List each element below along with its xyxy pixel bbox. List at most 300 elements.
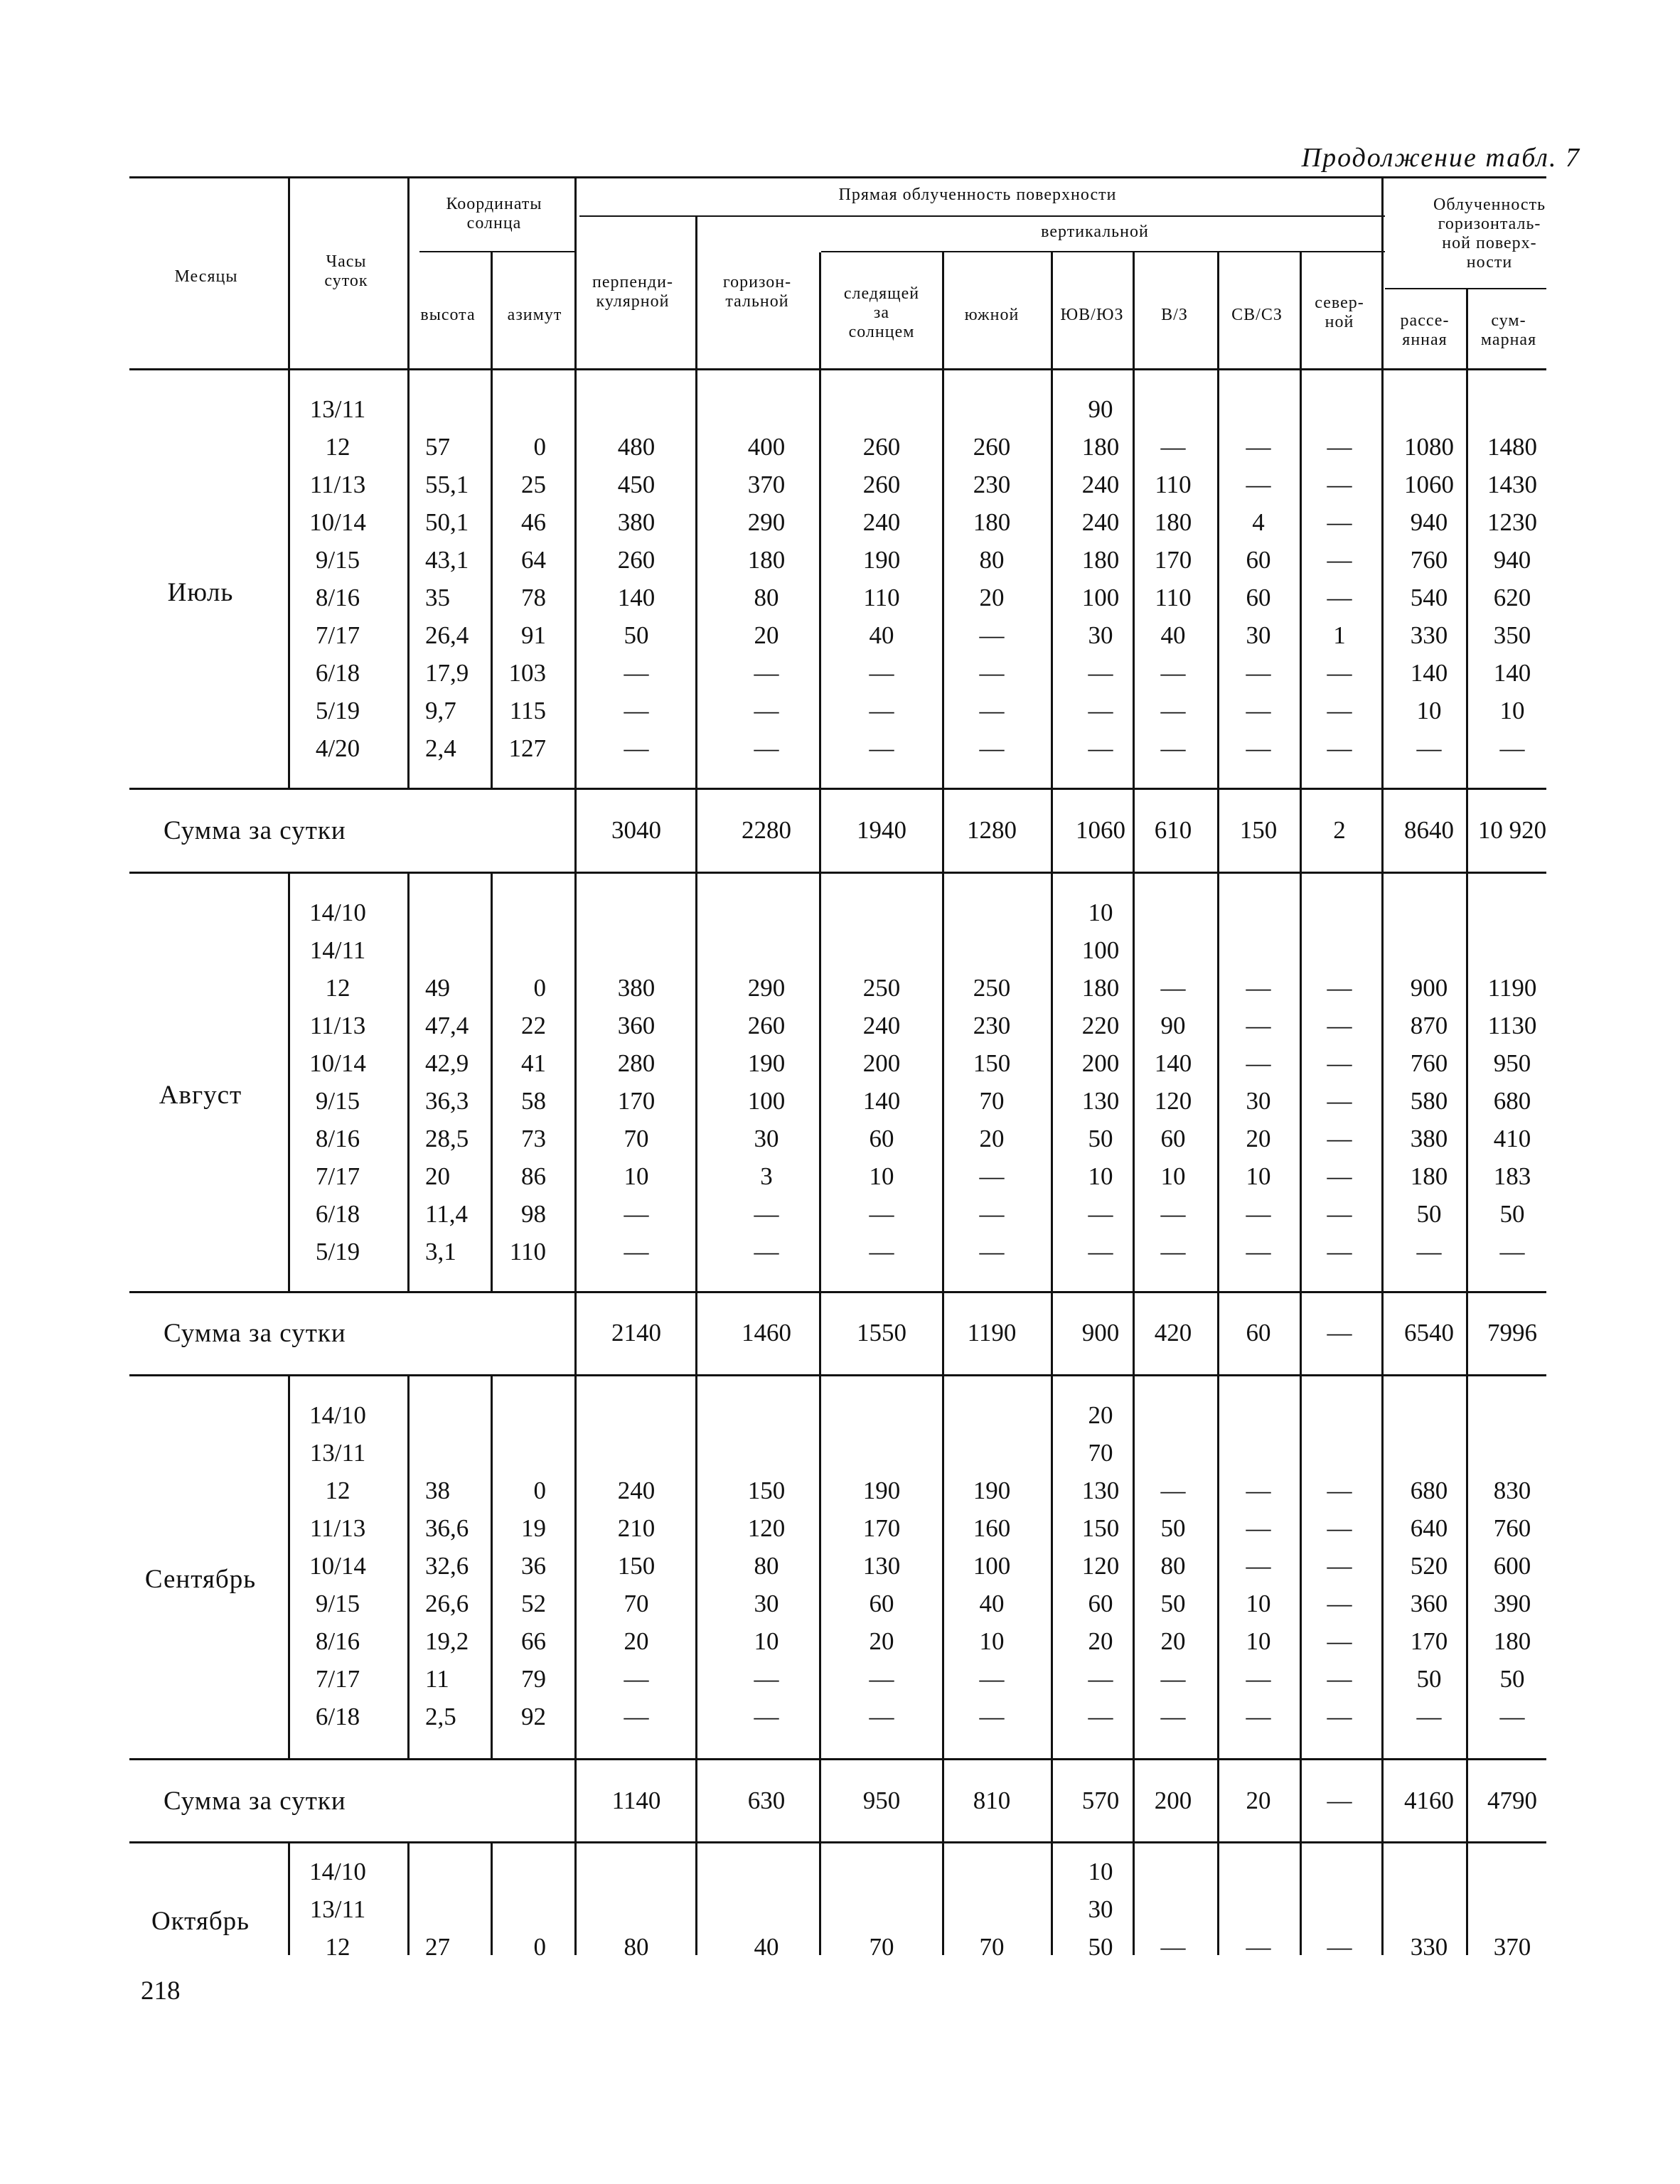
table-cell: 79 <box>521 1665 546 1693</box>
table-cell: 200 <box>1081 1049 1120 1077</box>
body-vrule <box>942 873 944 1292</box>
table-cell: 250 <box>862 974 901 1002</box>
header-se-sw: ЮВ/ЮЗ <box>1060 306 1124 324</box>
body-vrule <box>1051 1376 1053 1760</box>
table-cell: — <box>979 1200 1005 1228</box>
table-cell: 58 <box>521 1087 546 1115</box>
sum-cell: — <box>1327 1319 1352 1347</box>
table-cell: 180 <box>1081 433 1120 461</box>
sum-cell: 420 <box>1154 1319 1192 1347</box>
table-cell: 10 <box>754 1627 779 1655</box>
sum-cell: 3040 <box>611 816 661 844</box>
table-cell: — <box>1088 1238 1113 1265</box>
table-cell: — <box>1160 1703 1186 1730</box>
table-cell: — <box>1088 1200 1113 1228</box>
header-ne-nw: СВ/СЗ <box>1231 306 1283 324</box>
sum-cell: 150 <box>1239 816 1278 844</box>
table-cell: 130 <box>862 1552 901 1580</box>
body-vrule <box>491 370 493 789</box>
table-cell: 70 <box>979 1933 1005 1961</box>
body-vrule <box>1466 370 1468 789</box>
table-cell: — <box>1246 1238 1271 1265</box>
table-cell: — <box>1246 1933 1271 1961</box>
table-cell: 20 <box>425 1162 450 1190</box>
sum-vrule <box>942 1760 944 1843</box>
table-cell: 11/13 <box>309 1012 366 1039</box>
table-cell: 370 <box>1493 1933 1531 1961</box>
sum-cell: 6540 <box>1404 1319 1454 1347</box>
table-cell: 140 <box>617 584 656 611</box>
table-cell: 180 <box>1081 546 1120 574</box>
table-cell: 140 <box>1493 659 1531 687</box>
body-vrule <box>1381 1376 1384 1760</box>
body-vrule <box>1381 1843 1384 1955</box>
body-vrule <box>574 1376 577 1760</box>
table-cell: — <box>1246 1552 1271 1580</box>
table-cell: 230 <box>973 471 1011 498</box>
table-cell: 9/15 <box>315 1590 360 1617</box>
month-label: Август <box>159 1081 242 1110</box>
table-cell: 940 <box>1410 508 1448 536</box>
sum-cell: 900 <box>1081 1319 1120 1347</box>
table-cell: 8/16 <box>315 1125 360 1152</box>
body-vrule <box>819 1376 821 1760</box>
table-cell: 540 <box>1410 584 1448 611</box>
sum-top-rule <box>129 1291 1546 1293</box>
table-cell: — <box>1246 1477 1271 1504</box>
sum-vrule <box>1217 1292 1219 1376</box>
table-cell: — <box>1327 1162 1352 1190</box>
table-cell: 26,6 <box>425 1590 469 1617</box>
table-cell: 10 <box>1088 1162 1113 1190</box>
table-cell: 55,1 <box>425 471 469 498</box>
table-cell: 14/10 <box>309 1858 366 1885</box>
table-cell: 160 <box>973 1514 1011 1542</box>
sum-cell: 7996 <box>1487 1319 1537 1347</box>
table-cell: — <box>979 1665 1005 1693</box>
table-cell: — <box>1327 1552 1352 1580</box>
table-cell: 390 <box>1493 1590 1531 1617</box>
table-cell: — <box>869 734 894 762</box>
table-cell: 520 <box>1410 1552 1448 1580</box>
table-cell: 14/10 <box>309 899 366 926</box>
header-vrule <box>574 178 577 368</box>
table-cell: 30 <box>1088 621 1113 649</box>
table-cell: 350 <box>1493 621 1531 649</box>
body-vrule <box>1300 1843 1302 1955</box>
body-vrule <box>1466 1843 1468 1955</box>
table-cell: — <box>1499 734 1525 762</box>
table-cell: 360 <box>617 1012 656 1039</box>
table-cell: 100 <box>973 1552 1011 1580</box>
header-direct-irradiance: Прямая облученность поверхности <box>838 186 1117 204</box>
table-cell: 900 <box>1410 974 1448 1002</box>
table-cell: — <box>1327 659 1352 687</box>
table-cell: 60 <box>1160 1125 1186 1152</box>
table-cell: 3,1 <box>425 1238 456 1265</box>
table-cell: 620 <box>1493 584 1531 611</box>
table-cell: 180 <box>1493 1627 1531 1655</box>
table-cell: 12 <box>325 433 351 461</box>
sum-vrule <box>1051 1760 1053 1843</box>
table-cell: 20 <box>979 1125 1005 1152</box>
table-cell: 60 <box>1088 1590 1113 1617</box>
table-cell: 103 <box>508 659 546 687</box>
table-cell: 60 <box>1246 584 1271 611</box>
table-cell: 1080 <box>1404 433 1454 461</box>
table-cell: — <box>869 1703 894 1730</box>
table-cell: 127 <box>508 734 546 762</box>
header-vrule <box>1051 252 1053 368</box>
table-cell: 7/17 <box>315 1665 360 1693</box>
table-cell: 2,4 <box>425 734 456 762</box>
body-vrule <box>1300 1376 1302 1760</box>
table-cell: 10 <box>1416 697 1442 724</box>
table-cell: 73 <box>521 1125 546 1152</box>
table-cell: — <box>1327 734 1352 762</box>
table-cell: — <box>1327 1665 1352 1693</box>
table-cell: 115 <box>509 697 546 724</box>
table-cell: 260 <box>973 433 1011 461</box>
sum-label: Сумма за сутки <box>164 1319 346 1348</box>
table-cell: 14/10 <box>309 1401 366 1429</box>
sum-vrule <box>1133 1292 1135 1376</box>
table-cell: 400 <box>747 433 786 461</box>
header-azimuth: азимут <box>507 306 562 324</box>
table-cell: 210 <box>617 1514 656 1542</box>
table-cell: 90 <box>1088 395 1113 423</box>
table-cell: 9,7 <box>425 697 456 724</box>
table-cell: — <box>754 1238 779 1265</box>
table-cell: 830 <box>1493 1477 1531 1504</box>
table-cell: 70 <box>624 1590 649 1617</box>
table-cell: 1 <box>1333 621 1346 649</box>
sum-cell: 4790 <box>1487 1787 1537 1814</box>
table-cell: — <box>1327 1703 1352 1730</box>
sum-vrule <box>1381 1760 1384 1843</box>
table-cell: 120 <box>1154 1087 1192 1115</box>
table-cell: 760 <box>1410 1049 1448 1077</box>
body-vrule <box>288 370 290 789</box>
table-cell: 260 <box>747 1012 786 1039</box>
body-vrule <box>574 1843 577 1955</box>
table-cell: 20 <box>1088 1401 1113 1429</box>
table-cell: 1130 <box>1487 1012 1537 1039</box>
table-cell: 60 <box>869 1590 894 1617</box>
table-cell: 10/14 <box>309 1049 366 1077</box>
table-cell: — <box>1327 1049 1352 1077</box>
page-number: 218 <box>141 1976 181 2006</box>
body-vrule <box>1051 370 1053 789</box>
table-cell: 30 <box>1246 621 1271 649</box>
table-cell: 10 <box>1246 1590 1271 1617</box>
sum-vrule <box>1381 789 1384 873</box>
table-cell: — <box>1499 1703 1525 1730</box>
table-cell: 6/18 <box>315 1200 360 1228</box>
header-tracking: следящей за солнцем <box>843 284 920 341</box>
table-cell: 180 <box>1081 974 1120 1002</box>
table-cell: 9/15 <box>315 546 360 574</box>
sum-vrule <box>1051 789 1053 873</box>
table-cell: 57 <box>425 433 450 461</box>
table-cell: — <box>1088 659 1113 687</box>
table-cell: 40 <box>869 621 894 649</box>
table-cell: — <box>1088 697 1113 724</box>
body-vrule <box>491 1376 493 1760</box>
table-cell: 110 <box>509 1238 546 1265</box>
table-cell: — <box>1246 659 1271 687</box>
body-vrule <box>942 370 944 789</box>
table-cell: 12 <box>325 974 351 1002</box>
body-vrule <box>407 1376 410 1760</box>
table-cell: 11/13 <box>309 1514 366 1542</box>
table-cell: 240 <box>1081 508 1120 536</box>
table-cell: — <box>1088 734 1113 762</box>
table-cell: — <box>1160 974 1186 1002</box>
table-cell: 10 <box>1160 1162 1186 1190</box>
table-cell: — <box>1246 1514 1271 1542</box>
table-cell: — <box>1327 1477 1352 1504</box>
table-cell: — <box>979 659 1005 687</box>
table-cell: 10 <box>1088 1858 1113 1885</box>
header-vrule <box>1300 252 1302 368</box>
table-cell: 360 <box>1410 1590 1448 1617</box>
table-cell: — <box>1160 1477 1186 1504</box>
header-total: сум- марная <box>1480 311 1537 349</box>
body-vrule <box>491 873 493 1292</box>
table-cell: 22 <box>521 1012 546 1039</box>
table-cell: 10 <box>1246 1162 1271 1190</box>
table-cell: 91 <box>521 621 546 649</box>
table-cell: 190 <box>862 546 901 574</box>
table-cell: 3 <box>760 1162 773 1190</box>
table-cell: — <box>1246 1703 1271 1730</box>
header-vrule <box>288 178 290 368</box>
table-cell: 10 <box>1246 1627 1271 1655</box>
table-cell: 0 <box>533 974 546 1002</box>
table-cell: — <box>754 734 779 762</box>
table-cell: 25 <box>521 471 546 498</box>
table-cell: 70 <box>869 1933 894 1961</box>
table-cell: — <box>1327 1590 1352 1617</box>
month-label: Октябрь <box>151 1907 250 1936</box>
sum-label: Сумма за сутки <box>164 1787 346 1816</box>
table-cell: — <box>1327 433 1352 461</box>
table-cell: 370 <box>747 471 786 498</box>
table-cell: 180 <box>747 546 786 574</box>
body-vrule <box>288 1843 290 1955</box>
sum-cell: 1060 <box>1076 816 1125 844</box>
table-cell: — <box>1246 433 1271 461</box>
table-cell: — <box>1160 433 1186 461</box>
table-cell: 2,5 <box>425 1703 456 1730</box>
body-vrule <box>1466 1376 1468 1760</box>
table-cell: 1060 <box>1404 471 1454 498</box>
table-cell: 41 <box>521 1049 546 1077</box>
table-cell: 27 <box>425 1933 450 1961</box>
header-vrule <box>695 217 697 368</box>
table-cell: 70 <box>1088 1439 1113 1467</box>
sum-vrule <box>1051 1292 1053 1376</box>
sum-top-rule <box>129 1758 1546 1760</box>
table-cell: 28,5 <box>425 1125 469 1152</box>
table-cell: 180 <box>1154 508 1192 536</box>
table-cell: 150 <box>747 1477 786 1504</box>
table-cell: 380 <box>617 974 656 1002</box>
table-cell: 1190 <box>1487 974 1537 1002</box>
sum-cell: 20 <box>1246 1787 1271 1814</box>
month-label: Июль <box>167 578 234 607</box>
table-cell: 260 <box>617 546 656 574</box>
body-vrule <box>695 370 697 789</box>
table-cell: 4 <box>1252 508 1265 536</box>
table-cell: 20 <box>1246 1125 1271 1152</box>
header-top-rule <box>129 176 1546 178</box>
table-cell: 10 <box>624 1162 649 1190</box>
table-cell: 120 <box>747 1514 786 1542</box>
table-cell: 50 <box>1088 1933 1113 1961</box>
table-cell: 47,4 <box>425 1012 469 1039</box>
table-cell: 150 <box>973 1049 1011 1077</box>
table-cell: 640 <box>1410 1514 1448 1542</box>
body-vrule <box>1133 1843 1135 1955</box>
table-cell: 1480 <box>1487 433 1537 461</box>
rule-under-sun-coords <box>419 251 576 252</box>
sum-cell: 1190 <box>967 1319 1017 1347</box>
header-diffuse: рассе- янная <box>1400 311 1450 349</box>
table-cell: 760 <box>1493 1514 1531 1542</box>
table-cell: — <box>1088 1703 1113 1730</box>
sum-cell: 1280 <box>967 816 1017 844</box>
header-horizontal-irradiance: Облученность горизонталь- ной поверх- ности <box>1433 196 1546 272</box>
sum-vrule <box>942 1292 944 1376</box>
table-cell: 250 <box>973 974 1011 1002</box>
table-cell: — <box>869 1665 894 1693</box>
table-cell: 190 <box>862 1477 901 1504</box>
header-south: южной <box>964 306 1020 324</box>
table-cell: 170 <box>1410 1627 1448 1655</box>
sum-vrule <box>574 789 577 873</box>
table-cell: 66 <box>521 1627 546 1655</box>
table-cell: 950 <box>1493 1049 1531 1077</box>
sum-cell: 810 <box>973 1787 1011 1814</box>
sum-vrule <box>1466 1760 1468 1843</box>
sum-cell: 2 <box>1333 816 1346 844</box>
sum-cell: 2280 <box>742 816 791 844</box>
table-cell: — <box>1327 508 1352 536</box>
sum-cell: 8640 <box>1404 816 1454 844</box>
table-cell: 70 <box>624 1125 649 1152</box>
table-cell: — <box>1327 697 1352 724</box>
sum-vrule <box>574 1292 577 1376</box>
table-cell: 50 <box>1499 1665 1525 1693</box>
sum-cell: 4160 <box>1404 1787 1454 1814</box>
table-cell: 330 <box>1410 621 1448 649</box>
table-cell: — <box>624 1665 649 1693</box>
table-cell: 19,2 <box>425 1627 469 1655</box>
table-cell: — <box>1416 734 1442 762</box>
body-vrule <box>574 370 577 789</box>
table-cell: 110 <box>1155 584 1192 611</box>
sum-vrule <box>695 789 697 873</box>
table-cell: — <box>754 659 779 687</box>
table-cell: — <box>1327 471 1352 498</box>
table-cell: — <box>979 734 1005 762</box>
body-vrule <box>1051 873 1053 1292</box>
table-cell: 130 <box>1081 1477 1120 1504</box>
table-cell: 92 <box>521 1703 546 1730</box>
table-cell: 380 <box>617 508 656 536</box>
table-cell: 38 <box>425 1477 450 1504</box>
table-cell: — <box>869 659 894 687</box>
table-cell: 20 <box>754 621 779 649</box>
body-vrule <box>1133 1376 1135 1760</box>
table-cell: 130 <box>1081 1087 1120 1115</box>
body-vrule <box>819 1843 821 1955</box>
table-caption: Продолжение табл. 7 <box>1301 143 1580 173</box>
table-cell: 11,4 <box>425 1200 468 1228</box>
table-cell: 50,1 <box>425 508 469 536</box>
sum-vrule <box>695 1292 697 1376</box>
table-cell: 870 <box>1410 1012 1448 1039</box>
table-cell: 220 <box>1081 1012 1120 1039</box>
table-cell: 0 <box>533 1933 546 1961</box>
table-cell: — <box>979 621 1005 649</box>
table-cell: 170 <box>862 1514 901 1542</box>
table-cell: 42,9 <box>425 1049 469 1077</box>
table-cell: 10 <box>869 1162 894 1190</box>
table-cell: — <box>869 1238 894 1265</box>
header-altitude: высота <box>420 306 476 324</box>
table-cell: — <box>1499 1238 1525 1265</box>
table-cell: — <box>624 1703 649 1730</box>
body-vrule <box>819 370 821 789</box>
header-vrule <box>1466 289 1468 368</box>
table-cell: 5/19 <box>315 697 360 724</box>
table-cell: — <box>1160 1238 1186 1265</box>
sum-cell: 570 <box>1081 1787 1120 1814</box>
sum-vrule <box>942 789 944 873</box>
table-cell: 120 <box>1081 1552 1120 1580</box>
table-cell: 46 <box>521 508 546 536</box>
table-cell: 100 <box>747 1087 786 1115</box>
table-cell: 49 <box>425 974 450 1002</box>
sum-cell: 200 <box>1154 1787 1192 1814</box>
rule-under-direct <box>579 215 1385 217</box>
table-cell: 20 <box>1088 1627 1113 1655</box>
table-cell: 680 <box>1410 1477 1448 1504</box>
table-cell: 40 <box>754 1933 779 1961</box>
sum-cell: 1550 <box>857 1319 906 1347</box>
header-north: север- ной <box>1315 294 1364 331</box>
body-vrule <box>695 1843 697 1955</box>
table-cell: 13/11 <box>309 1439 366 1467</box>
table-cell: 64 <box>521 546 546 574</box>
table-cell: 8/16 <box>315 1627 360 1655</box>
table-cell: 43,1 <box>425 546 469 574</box>
sum-vrule <box>695 1760 697 1843</box>
table-cell: — <box>1160 1933 1186 1961</box>
table-cell: 36,3 <box>425 1087 469 1115</box>
header-vrule <box>819 252 821 368</box>
table-cell: — <box>1160 734 1186 762</box>
table-cell: 30 <box>1088 1895 1113 1923</box>
table-cell: 20 <box>869 1627 894 1655</box>
table-cell: — <box>754 1665 779 1693</box>
table-cell: — <box>1160 697 1186 724</box>
header-vrule <box>407 178 410 368</box>
table-cell: 36,6 <box>425 1514 469 1542</box>
